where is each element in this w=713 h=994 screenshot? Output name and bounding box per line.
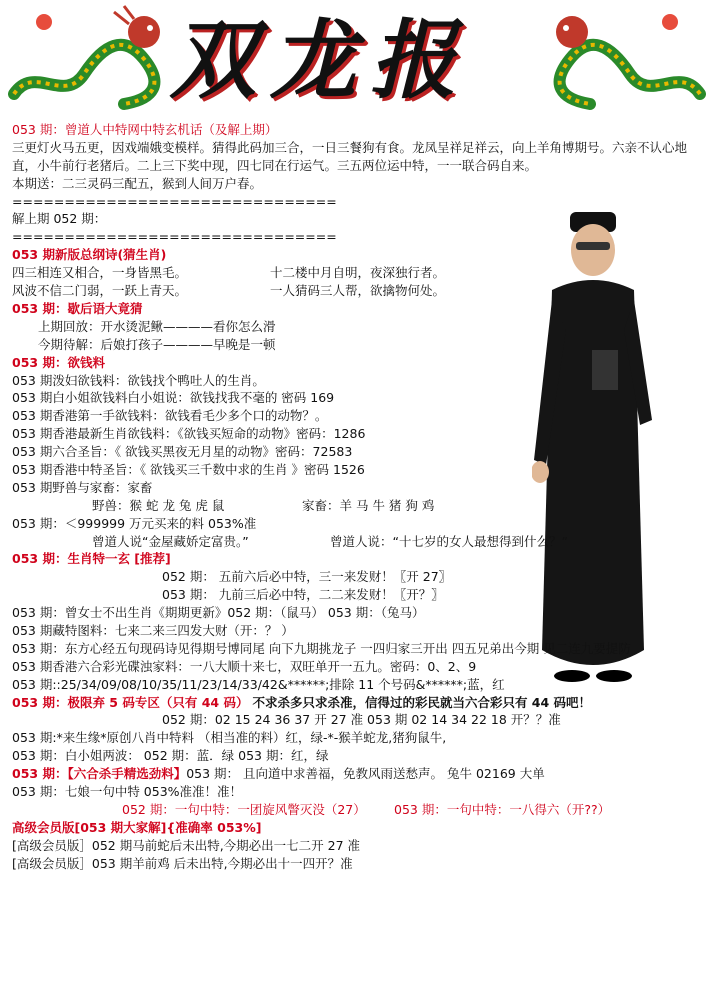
text-line: 053 期：七娘一句中特 053%准准！准！ (12, 784, 243, 799)
text-span: 053 期： 且向道中求善福，免教风雨送愁声。 兔牛 02169 大单 (186, 766, 545, 782)
separator-line: =============================== (12, 229, 337, 245)
text-line: 053 期六合圣旨：《 欲钱买黑夜无月星的动物》密码：72583 (12, 444, 353, 460)
domestic-animals: 家畜：羊 马 牛 猪 狗 鸡 (302, 497, 435, 513)
text-line: 053 期：白小姐两波： 052 期：蓝．绿 053 期：红，绿 (12, 748, 329, 764)
quote-right: 曾道人说：“十七岁的女人最想得到什么？” (330, 533, 568, 549)
text-line: 今期待解：后娘打孩子————早晚是一顿 (38, 336, 276, 352)
verse-left: 风波不信二门弱，一跃上青天。 (12, 283, 188, 299)
heading-line: 高级会员版[053 期大家解]{准确率 053%] (12, 819, 262, 835)
text-line (12, 282, 532, 300)
masthead-banner (0, 0, 713, 118)
heading-span: 053 期：极限弃 5 码专区（只有 44 码） (12, 694, 249, 710)
heading-line: 053 期：歇后语大竟猜 (12, 300, 143, 316)
text-line: 解上期 052 期： (12, 211, 107, 227)
text-line: [高级会员版］053 期羊前鸡 后未出特,今期必出十一四开？准 (12, 855, 353, 871)
text-line (12, 264, 532, 282)
text-line: 053 期：曾女士不出生肖《期期更新》052 期：（鼠马） 053 期：（兔马） (12, 605, 425, 621)
red-text-right: 053 期：一句中特：一八得六（开??） (394, 801, 611, 817)
text-line (12, 801, 611, 819)
text-line: 053 期泼妇欲钱料：欲钱找个鸭吐人的生肖。 (12, 372, 265, 388)
text-span: 不求杀多只求杀准，信得过的彩民就当六合彩只有 44 码吧！ (252, 694, 592, 710)
article-body (12, 121, 688, 872)
text-line (12, 497, 532, 515)
quote-left: 曾道人说“金屋藏娇定富贵。” (92, 533, 249, 549)
text-line: 053 期香港六合彩光碟浊家料：一八大顺十来七，双旺单开一五九。密码：0、2、9 (12, 658, 477, 674)
text-line (12, 694, 592, 712)
text-line: 053 期白小姐欲钱料白小姐说：欲钱找我不毫的 密码 169 (12, 390, 335, 406)
left-dragon-icon (4, 4, 164, 114)
text-line: 本期送：二三灵码三配五，猴到人间万户春。 (12, 175, 263, 191)
heading-line: 053 期：欲钱料 (12, 354, 105, 370)
text-line: 053 期香港中特圣旨：《 欲钱买三千数中求的生肖 》密码 1526 (12, 461, 365, 477)
text-line: 052 期：02 15 24 36 37 开 27 准 053 期 02 14 34 22 18 开？？准 (162, 712, 561, 728)
wild-animals: 野兽：猴 蛇 龙 兔 虎 鼠 (92, 497, 225, 513)
text-line: 052 期： 五前六后必中特，三一来发财！〖开 27〗 (162, 569, 452, 585)
text-line: 053 期香港第一手欲钱料：欲钱看毛少多个口的动物？。 (12, 408, 328, 424)
text-paragraph: 053 期：东方心经五句现码诗见得期号博同尾 向下九期挑龙子 一四归家三开出 四五兄弟出今期 见二连九要提防 (12, 640, 631, 656)
text-line: 上期回放：开水烫泥鳅————看你怎么滑 (38, 318, 276, 334)
page-title: 双龙报 (170, 10, 470, 111)
red-text-left: 052 期：一句中特：一团旋风瞥灭没（27） (122, 801, 366, 817)
text-line (12, 765, 545, 783)
poem-paragraph: 三更灯火马五更，因戏端娥变模样。猜得此码加三合，一日三餐狗有食。龙凤呈祥足祥云，向上羊角博期号。六亲不认心地直，小牛前行老猪后。二上三下奖中现，四七同在行运气。三五两位运中特，一一联合码自来。 (12, 139, 688, 173)
right-dragon-icon (550, 4, 710, 114)
man-in-robe-image (532, 210, 654, 690)
text-line: 053 期::25/34/09/08/10/35/11/23/14/33/42&******;排除 11 个号码&******;蓝，红 (12, 676, 505, 692)
heading-line: 053 期：曾道人中特网中特玄机话（及解上期） (12, 122, 278, 137)
text-line (12, 533, 568, 551)
verse-right: 一人猜码三人帮，欲擒物何处。 (270, 283, 446, 299)
text-line: 053 期： 九前三后必中特，二二来发财！〖开？〗 (162, 587, 444, 603)
text-line: 053 期野兽与家畜：家畜 (12, 479, 153, 495)
text-line: 053 期香港最新生肖欲钱料：《欲钱买短命的动物》密码：1286 (12, 426, 366, 442)
verse-left: 四三相连又相合，一身皆黑毛。 (12, 265, 188, 281)
text-line: [高级会员版］052 期马前蛇后未出特,今期必出一七二开 27 准 (12, 837, 361, 853)
heading-line: 053 期：生肖特一玄 [推荐] (12, 551, 171, 567)
heading-line: 053 期新版总纲诗(猜生肖) (12, 247, 167, 263)
text-line: 053 期：＜999999 万元买来的料 053%准 (12, 515, 257, 531)
text-line: 053 期:*来生缘*原创八肖中特料 （相当准的料）红，绿-*-猴羊蛇龙,猪狗鼠牛, (12, 730, 447, 746)
verse-right: 十二楼中月自明，夜深独行者。 (270, 265, 446, 281)
text-line: 053 期藏特图料：七来二来三四发大财（开：？ ） (12, 622, 294, 638)
heading-span: 053 期：【六合杀手精选劲料】 (12, 766, 187, 782)
separator-line: =============================== (12, 193, 337, 209)
